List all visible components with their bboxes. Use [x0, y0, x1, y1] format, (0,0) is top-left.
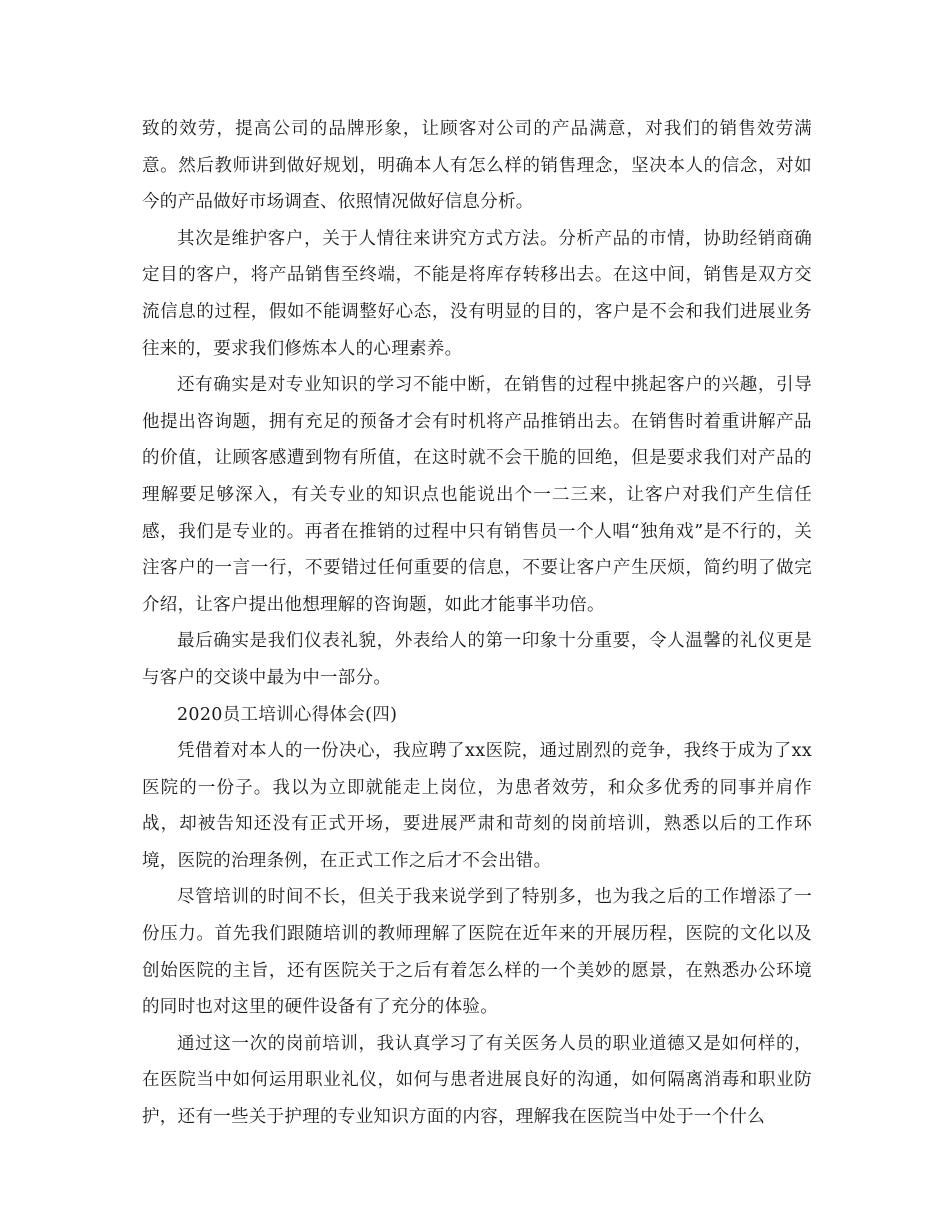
paragraph-6: 尽管培训的时间不长，但关于我来说学到了特别多，也为我之后的工作增添了一份压力。首先我们跟随培训的教师理解了医院在近年来的开展历程，医院的文化以及创始医院的主旨，还有医院关于之后有着怎么样的一个美妙的愿景，在熟悉办公环境的同时也对这里的硬件设备有了充分的体验。 — [142, 887, 812, 1018]
paragraph-3: 还有确实是对专业知识的学习不能中断，在销售的过程中挑起客户的兴趣，引导他提出咨询题，拥有充足的预备才会有时机将产品推销出去。在销售时着重讲解产品的价值，让顾客感遭到物有所值，在这时就不会干脆的回绝，但是要求我们对产品的理解要足够深入，有关专业的知识点也能说出个一二三来，让客户对我们产生信任感，我们是专业的。再者在推销的过程中只有销售员一个人唱“独角戏”是不行的，关注客户的一言一行，不要错过任何重要的信息，不要让客户产生厌烦，简约明了做完介绍，让客户提出他想理解的咨询题，如此才能事半功倍。 — [142, 375, 812, 615]
paragraph-2: 其次是维护客户，关于人情往来讲究方式方法。分析产品的市情，协助经销商确定目的客户，将产品销售至终端，不能是将库存转移出去。在这中间，销售是双方交流信息的过程，假如不能调整好心态，没有明显的目的，客户是不会和我们进展业务往来的，要求我们修炼本人的心理素养。 — [142, 228, 812, 359]
document-body — [142, 111, 812, 1136]
paragraph-1: 致的效劳，提高公司的品牌形象，让顾客对公司的产品满意，对我们的销售效劳满意。然后教师讲到做好规划，明确本人有怎么样的销售理念，坚决本人的信念，对如今的产品做好市场调查、依照情况做好信息分析。 — [142, 119, 812, 213]
paragraph-7: 通过这一次的岗前培训，我认真学习了有关医务人员的职业道德又是如何样的，在医院当中如何运用职业礼仪，如何与患者进展良好的沟通，如何隔离消毒和职业防护，还有一些关于护理的专业知识方面的内容，理解我在医院当中处于一个什么 — [142, 1033, 812, 1128]
paragraph-4: 最后确实是我们仪表礼貌，外表给人的第一印象十分重要，令人温馨的礼仪更是与客户的交谈中最为中一部分。 — [142, 631, 812, 688]
paragraph-5: 凭借着对本人的一份决心，我应聘了xx医院，通过剧烈的竞争，我终于成为了xx医院的一份子。我以为立即就能走上岗位，为患者效劳，和众多优秀的同事并肩作战，却被告知还没有正式开场，要进展严肃和苛刻的岗前培训，熟悉以后的工作环境，医院的治理条例，在正式工作之后才不会出错。 — [142, 741, 812, 871]
section-heading: 2020员工培训心得体会(四) — [177, 704, 398, 725]
